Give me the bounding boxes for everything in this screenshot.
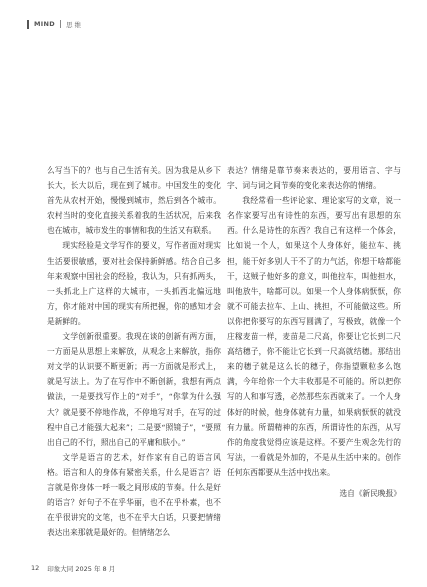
paragraph: 现实经验是文学写作的要义，写作者面对现实生活要很敏感，要对社会保持新鲜感。结合自己多年来观察中国社会的经验，我认为，只有抓两头，一头抓北上广这样的大城市，一头抓西北偏远地方，你才能对中国的现实有所把握，你的感知才会是新鲜的。 [47, 241, 221, 326]
header-bar-mark [27, 20, 29, 29]
section-label-cn: 思 维 [65, 20, 82, 29]
magazine-issue: 印象大同 2025 年 8 月 [47, 565, 116, 573]
right-column [227, 163, 401, 501]
paragraph: 表达？情绪是靠节奏来表达的，要用语言、字与字、词与词之间节奏的变化来表达你的情绪。 [227, 166, 401, 191]
paragraph: 我经常看一些评论家、理论家写的文章，说一名作家要写出有诗性的东西，要写出有思想的东西。什么是诗性的东西？我自己有这样一个体会，比如说一个人，如果这个人身体好，能拉车、挑担，能干好多别人干不了的力气活，你想干啥都能干，这贼子他好多的意义，叫他拉车，叫他担水，叫他放牛，啥都可以。如果一个人身体病恹恹，你就不可能去拉车、上山、挑担，不可能做这些。所以你把你要写的东西写圆满了，写极致，就像一个庄稼麦苗一样，麦苗是二尺高，你要让它长到二尺高结穗子，你不能让它长到一尺高就结穗。那结出来的穗子就是这么长的穗子，你指望颗粒多么饱满，今年给你一个大丰收那是不可能的。所以把你写的人和事写透，必然那些东西就来了。一个人身体好的时候，他身体就有力量，如果病恹恹的就没有力量。所谓精神的东西，所谓诗性的东西，从写作的角度我觉得应该是这样。不要产生观念先行的写法，一看就是外加的，不是从生活中来的。创作任何东西都要从生活中找出来。 [227, 196, 401, 477]
page-number: 12 [31, 564, 40, 572]
left-column [47, 163, 221, 540]
page-footer [31, 564, 115, 573]
header-divider [60, 20, 61, 28]
section-header [27, 17, 81, 31]
source-credit: 选自《新民晚报》 [339, 488, 401, 498]
paragraph: 么写当下的？也与自己生活有关。因为我是从乡下长大，长大以后，现在到了城市。中国发生的变化首先从农村开始，慢慢到城市，然后到各个城市。农村当时的变化直接关系着我的生活状况，后来我也在城市，城市发生的事情和我的生活又有联系。 [47, 166, 221, 236]
paragraph: 文学创新很重要。我现在谈的创新有两方面，一方面是从思想上来解放，从观念上来解放，指你对文学的认识要不断更新；再一方面就是形式上，就是写法上。为了在写作中不断创新，我想有两点做法，一是要找写作上的“对手”，“你掌为什么强大？就是要不停地作战，不停地写对手，在写的过程中自己才能强大起来”；二是要“照镜子”，“要照出自己的不行，照出自己的平庸和肤小。” [47, 332, 221, 447]
section-label-en: MIND [34, 20, 55, 28]
paragraph: 文学是语言的艺术，好作家有自己的语言风格。语言和人的身体有紧密关系，什么是语言？语言就是你身体一呼一吸之间形成的节奏。什么是好的语言？好句子不在乎华丽，也不在乎朴素，也不在乎很讲究的文笔，也不在乎大白话，只要把情绪表达出来那就是最好的。但情绪怎么 [47, 452, 221, 538]
